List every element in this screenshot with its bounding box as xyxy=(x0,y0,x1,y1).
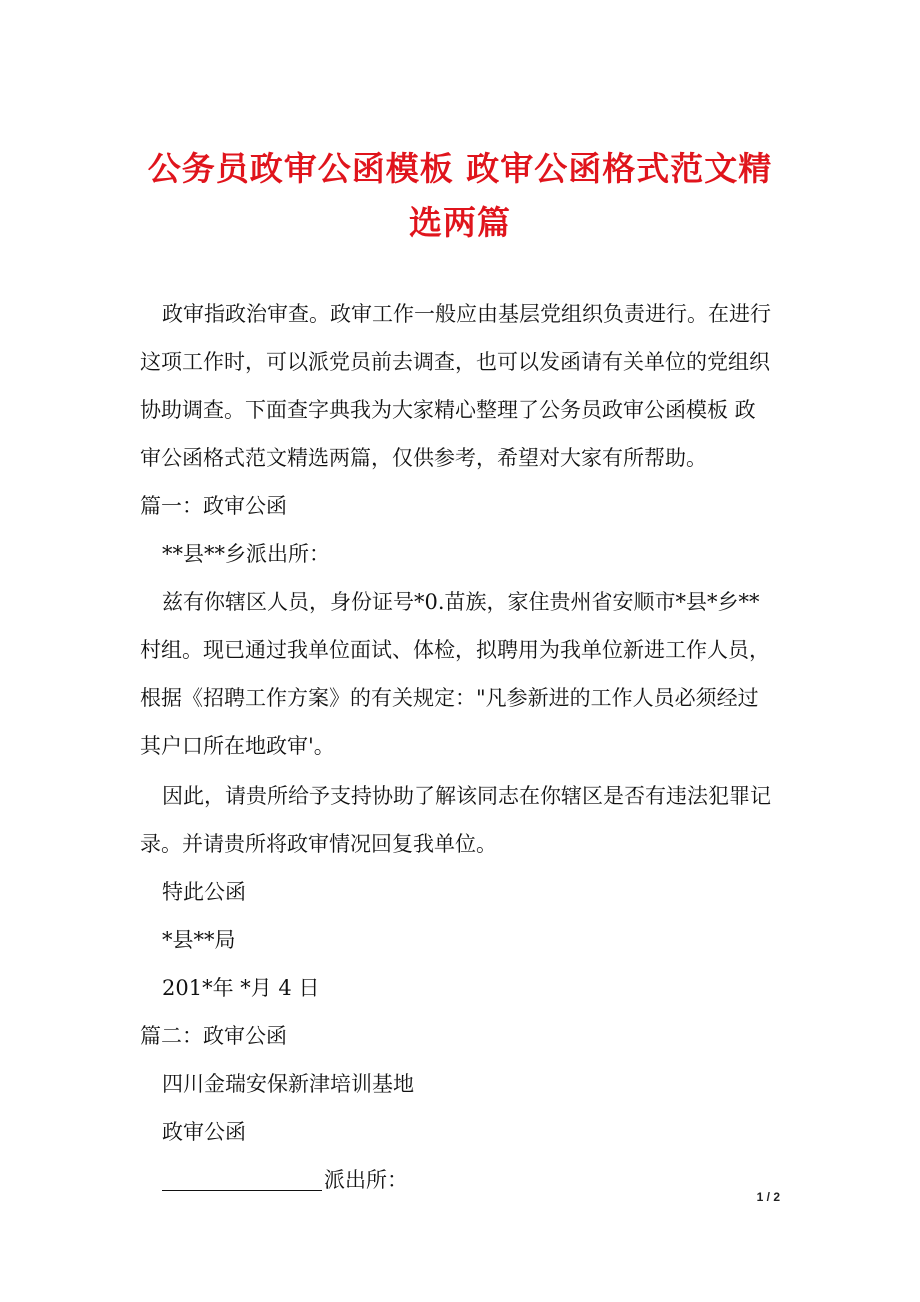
section-2-addressee xyxy=(162,1156,408,1204)
page-number: 1 / 2 xyxy=(756,1190,780,1204)
section-1-body-line-2: 村组。现已通过我单位面试、体检，拟聘用为我单位新进工作人员， xyxy=(140,638,770,662)
section-1-heading: 篇一：政审公函 xyxy=(140,494,287,518)
section-1-body-line-3: 根据《招聘工作方案》的有关规定："凡参新进的工作人员必须经过 xyxy=(140,686,759,710)
section-1-request-line-2: 录。并请贵所将政审情况回复我单位。 xyxy=(140,832,497,856)
section-1-signature: *县**局 xyxy=(162,928,236,952)
section-1-request-line-1: 因此，请贵所给予支持协助了解该同志在你辖区是否有违法犯罪记 xyxy=(162,784,771,808)
fill-in-blank xyxy=(162,1169,322,1191)
section-2-heading: 篇二：政审公函 xyxy=(140,1024,287,1048)
document-title-line-1: 公务员政审公函模板 政审公函格式范文精 xyxy=(147,149,773,188)
intro-line-1: 政审指政治审查。政审工作一般应由基层党组织负责进行。在进行 xyxy=(162,302,771,326)
section-2-organization: 四川金瑞安保新津培训基地 xyxy=(162,1072,414,1096)
section-1-closing: 特此公函 xyxy=(162,880,246,904)
section-1-date: 201*年 *月 4 日 xyxy=(162,976,320,1000)
intro-line-2: 这项工作时，可以派党员前去调查，也可以发函请有关单位的党组织 xyxy=(140,350,770,374)
section-1-body-line-1: 兹有你辖区人员，身份证号*0.苗族，家住贵州省安顺市*县*乡** xyxy=(162,590,760,614)
section-2-doc-title: 政审公函 xyxy=(162,1120,246,1144)
intro-line-3: 协助调查。下面查字典我为大家精心整理了公务员政审公函模板 政 xyxy=(140,398,756,422)
intro-line-4: 审公函格式范文精选两篇，仅供参考，希望对大家有所帮助。 xyxy=(140,446,707,470)
section-1-body-line-4: 其户口所在地政审'。 xyxy=(140,734,335,758)
section-2-addressee-suffix: 派出所： xyxy=(324,1168,408,1192)
document-title-line-2: 选两篇 xyxy=(409,203,511,242)
section-1-addressee: **县**乡派出所： xyxy=(162,542,330,566)
